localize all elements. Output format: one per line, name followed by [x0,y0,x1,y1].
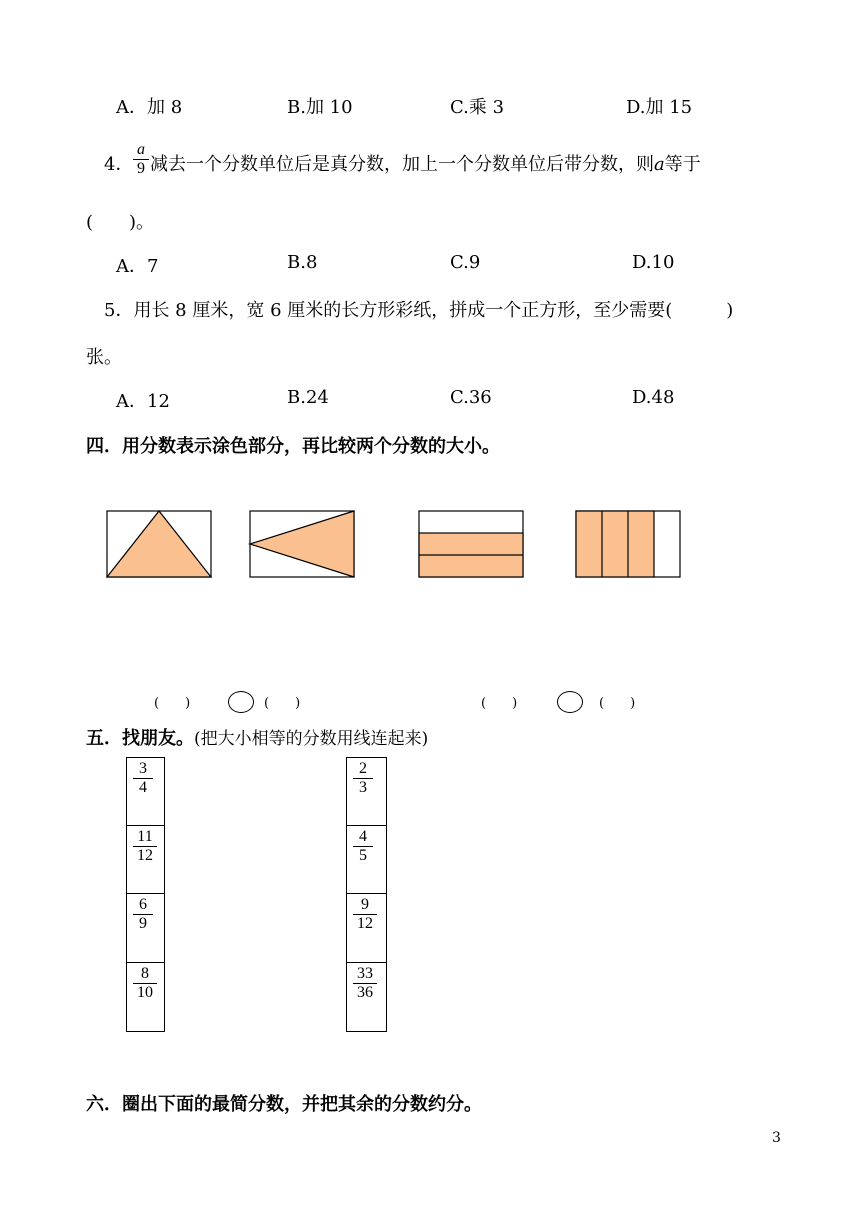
section5-header [86,724,428,750]
fraction-denominator: 9 [139,915,147,932]
section5-subtitle: (把大小相等的分数用线连起来) [194,729,429,749]
fraction-numerator: 6 [139,896,147,913]
right-fraction-cell [346,825,387,894]
right-fraction-cell [346,757,387,826]
compare2-left-blank: ( ) [481,696,518,711]
q5-option-c: C.36 [450,387,492,408]
page-number: 3 [772,1130,781,1146]
q3-option-a: A．加 8 [116,97,183,118]
q4-question-text: 减去一个分数单位后是真分数，加上一个分数单位后带分数，则 [150,154,654,175]
q5-question-cont: 张。 [86,347,122,368]
q5-question: 5．用长 8 厘米，宽 6 厘米的长方形彩纸，拼成一个正方形，至少需要( ) [104,300,734,321]
left-fraction-cell [126,825,165,894]
q4-option-a: A．7 [116,256,159,277]
q3-option-d: D.加 15 [626,97,693,118]
compare2-right-blank: ( ) [599,696,636,711]
figure-triangle-rect [107,511,211,577]
fraction-denominator: 5 [359,847,367,864]
q3-option-c: C.乘 3 [450,97,505,118]
compare1-right-blank: ( ) [264,696,301,711]
left-fraction-cell [126,962,165,1032]
right-fraction-cell [346,962,387,1032]
q4-variable: a [654,154,665,175]
compare2-circle [557,691,583,713]
q4-option-c: C.9 [450,252,481,273]
fraction-numerator: 3 [139,760,147,777]
fraction-numerator: 33 [357,965,373,982]
q5-option-a: A．12 [116,391,170,412]
q4-answer-blank: ( )。 [86,212,155,233]
q5-option-d: D.48 [632,387,675,408]
q4-option-b: B.8 [287,252,318,273]
fraction-numerator: 11 [137,828,153,845]
left-fraction-cell [126,893,165,963]
fraction-numerator: 4 [359,828,367,845]
fraction-denominator: 10 [137,984,153,1001]
q5-option-b: B.24 [287,387,329,408]
fraction-denominator: 3 [359,779,367,796]
right-fraction-cell [346,893,387,963]
compare1-circle [228,691,254,713]
q4-fraction-denominator: 9 [137,160,145,177]
section4-title: 四．用分数表示涂色部分，再比较两个分数的大小。 [86,436,500,457]
section5-title: 五．找朋友。 [86,728,194,749]
figure-side-triangle-rect [250,511,354,577]
q4-fraction-numerator: a [137,141,145,158]
fraction-denominator: 4 [139,779,147,796]
figure-horizontal-strips [419,511,523,577]
left-fraction-cell [126,757,165,826]
fraction-denominator: 12 [137,847,153,864]
section6-title: 六．圈出下面的最简分数，并把其余的分数约分。 [86,1094,482,1115]
fraction-denominator: 36 [357,984,373,1001]
compare1-left-blank: ( ) [154,696,191,711]
q4-number: 4． [104,154,134,175]
fraction-numerator: 2 [359,760,367,777]
fraction-numerator: 8 [141,965,149,982]
q3-option-b: B.加 10 [287,97,353,118]
q4-option-d: D.10 [632,252,675,273]
figure-vertical-strips [576,511,680,577]
fraction-numerator: 9 [361,896,369,913]
fraction-denominator: 12 [357,915,373,932]
q4-question-tail: 等于 [664,154,701,175]
